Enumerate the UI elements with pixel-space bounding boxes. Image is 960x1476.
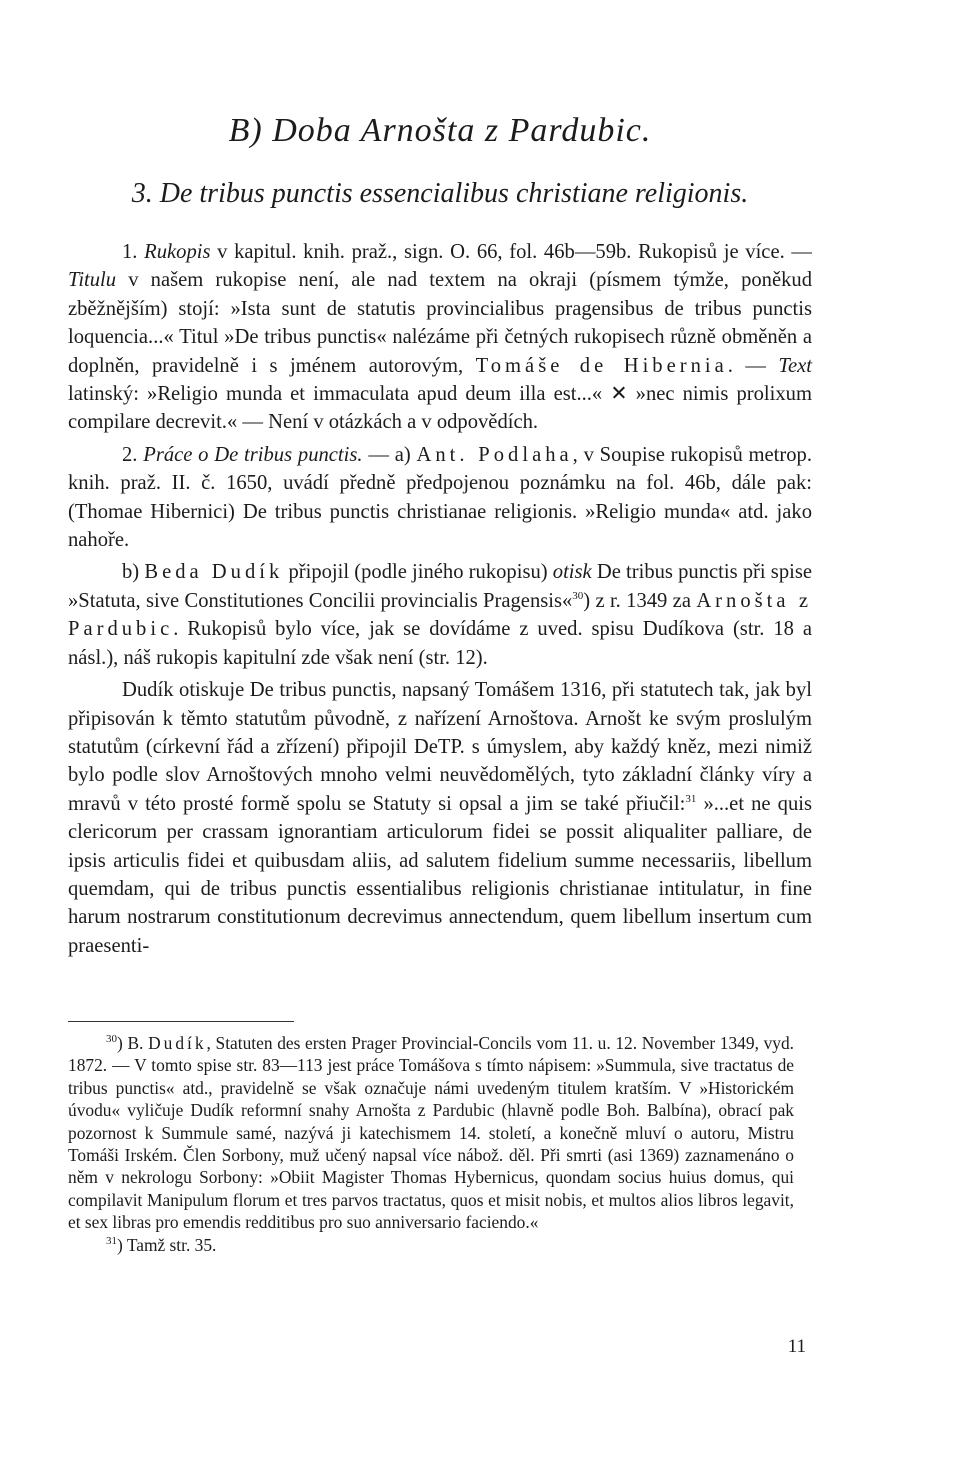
footnote-31 (68, 1234, 794, 1256)
footnote-ref-31: 31 (685, 792, 697, 805)
text-run: ) B. (117, 1033, 149, 1053)
spaced-name: Tomáše de Hibernia (475, 354, 728, 377)
footnote-divider (68, 1021, 294, 1022)
footnote-marker: 30 (106, 1033, 117, 1046)
paragraph-number: 1. (122, 241, 145, 263)
text-run: připojil (podle jiného rukopisu) (283, 561, 553, 584)
text-run: , v Soupise rukopisů metrop. knih. praž. II. č. 1650, uvádí předně předpojenou poznámku na fol. 46b, dále pak: (Thomae Hibernici) De tribus punctis christianae religionis. »Religio munda« atd. jako nahoře. (68, 443, 812, 552)
footnotes (68, 1032, 794, 1256)
text-run: , Statuten des ersten Prager Provincial-Concils vom 11. u. 12. November 1349, vyd. 1872. — V tomto spise str. 83—113 jest práce Tomášova s tímto nápisem: »Summula, sive tractatus de tribus punctis« atd., pravidelně se však označuje námi uvedeným titulem kratším. V »Historickém úvodu« vyličuje Dudík reformní snahy Arnošta z Pardubic (hlavně podle Boh. Balbína), obrací pak pozornost k Summule samé, nazývá ji katechismem 14. století, a konečně mluví o autoru, Mistru Tomáši Irském. Člen Sorbony, muž učený napsal více nábož. děl. Při smrti (asi 1369) zaznamenáno o něm v nekrologu Sorbony: »Obiit Magister Thomas Hybernicus, quondam socius huius domus, qui compilavit Manipulum florum et tres parvos tractatus, quos et misit nobis, et multos alios libros legavit, et sex libras pro emendis redditibus pro suo anniversario faciendo.« (68, 1033, 795, 1233)
text-run: »...et ne quis clericorum per crassam ignorantiam articulorum fidei se possit aliqualiter palliare, de ipsis articulis fidei et quibusdam aliis, ad salutem fidelium summe necessariis, libellum quemdam, qui de tribus punctis essentialibus religionis christianae intitulatur, in fine harum nostrarum constitutionum decrevimus annectendum, quem libellum insertum cum praesenti- (68, 792, 812, 957)
text-run: . — (727, 354, 779, 377)
spaced-name: Beda Dudík (144, 561, 284, 584)
italic-term: Text (778, 354, 812, 377)
document-page (68, 0, 812, 1476)
footnote-ref-30: 30 (572, 590, 584, 603)
footnote-marker: 31 (106, 1234, 117, 1247)
text-run: . Rukopisů bylo více, jak se dovídáme z uved. spisu Dudíkova (str. 18 a násl.), náš rukopis kapitulní zde však není (str. 12). (68, 618, 812, 669)
text-run: — a) (362, 443, 417, 466)
text-run: ) Tamž str. 35. (117, 1234, 217, 1255)
chapter-heading-title: Doba Arnošta z Pardubic. (272, 112, 652, 149)
page-number: 11 (787, 1336, 806, 1357)
footnote-30 (68, 1032, 794, 1234)
text-run: De tribus punctis při spise »Statuta, sive Constitutiones Concilii provincialis Pragensis« (68, 561, 812, 612)
italic-term: Rukopis (144, 241, 211, 263)
spaced-name: Arnošta z Pardubic (68, 589, 812, 641)
italic-term: Titulu (68, 269, 117, 292)
paragraph-number: b) (122, 561, 145, 584)
italic-term: Práce o De tribus punctis. (143, 443, 363, 466)
paragraph-4 (68, 676, 812, 960)
spaced-name: Ant. Podlaha (416, 443, 573, 466)
chapter-heading-prefix: B) (228, 112, 273, 149)
paragraph-number: 2. (122, 443, 144, 466)
italic-term: otisk (552, 561, 592, 584)
text-run: latinský: »Religio munda et immaculata apud deum illa est...« ✕ »nec nimis prolixum compilare decrevit.« — Není v otázkách a v odpovědích. (68, 383, 812, 434)
text-run: Dudík otiskuje De tribus punctis, napsaný Tomášem 1316, při statutech tak, jak byl připisován k těmto statutům původně, z nařízení Arnoštova. Arnošt ke svým proslulým statutům (církevní řád a zřízení) připojil DeTP. s úmyslem, aby každý kněz, mezi nimiž bylo podle slov Arnoštových mnoho velmi neuvědomělých, tyto základní články víry a mravů v této prosté formě spolu se Statuty si opsal a jim se také přiučil: (68, 679, 812, 815)
spaced-name: Dudík (148, 1033, 207, 1053)
text-run: v kapitul. knih. praž., sign. O. 66, fol. 46b—59b. Rukopisů je více. — (210, 241, 813, 263)
section-heading: 3. De tribus punctis essencialibus christiane religionis. (131, 178, 749, 209)
text-run: ) z r. 1349 za (583, 589, 697, 612)
paragraph-3 (68, 558, 812, 672)
text-run: v našem rukopise není, ale nad textem na okraji (písmem týmže, poněkud zběžnějším) stojí: »Ista sunt de statutis provincialibus pragensibus de tribus punctis loquencia...« Titul »De tribus punctis« nalézáme při četných rukopisech různě obměněn a doplněn, pravidelně i s jménem autorovým, (68, 269, 812, 377)
paragraph-2 (68, 441, 812, 555)
paragraph-1 (68, 238, 812, 437)
chapter-heading (68, 112, 812, 150)
body-text (68, 238, 812, 960)
